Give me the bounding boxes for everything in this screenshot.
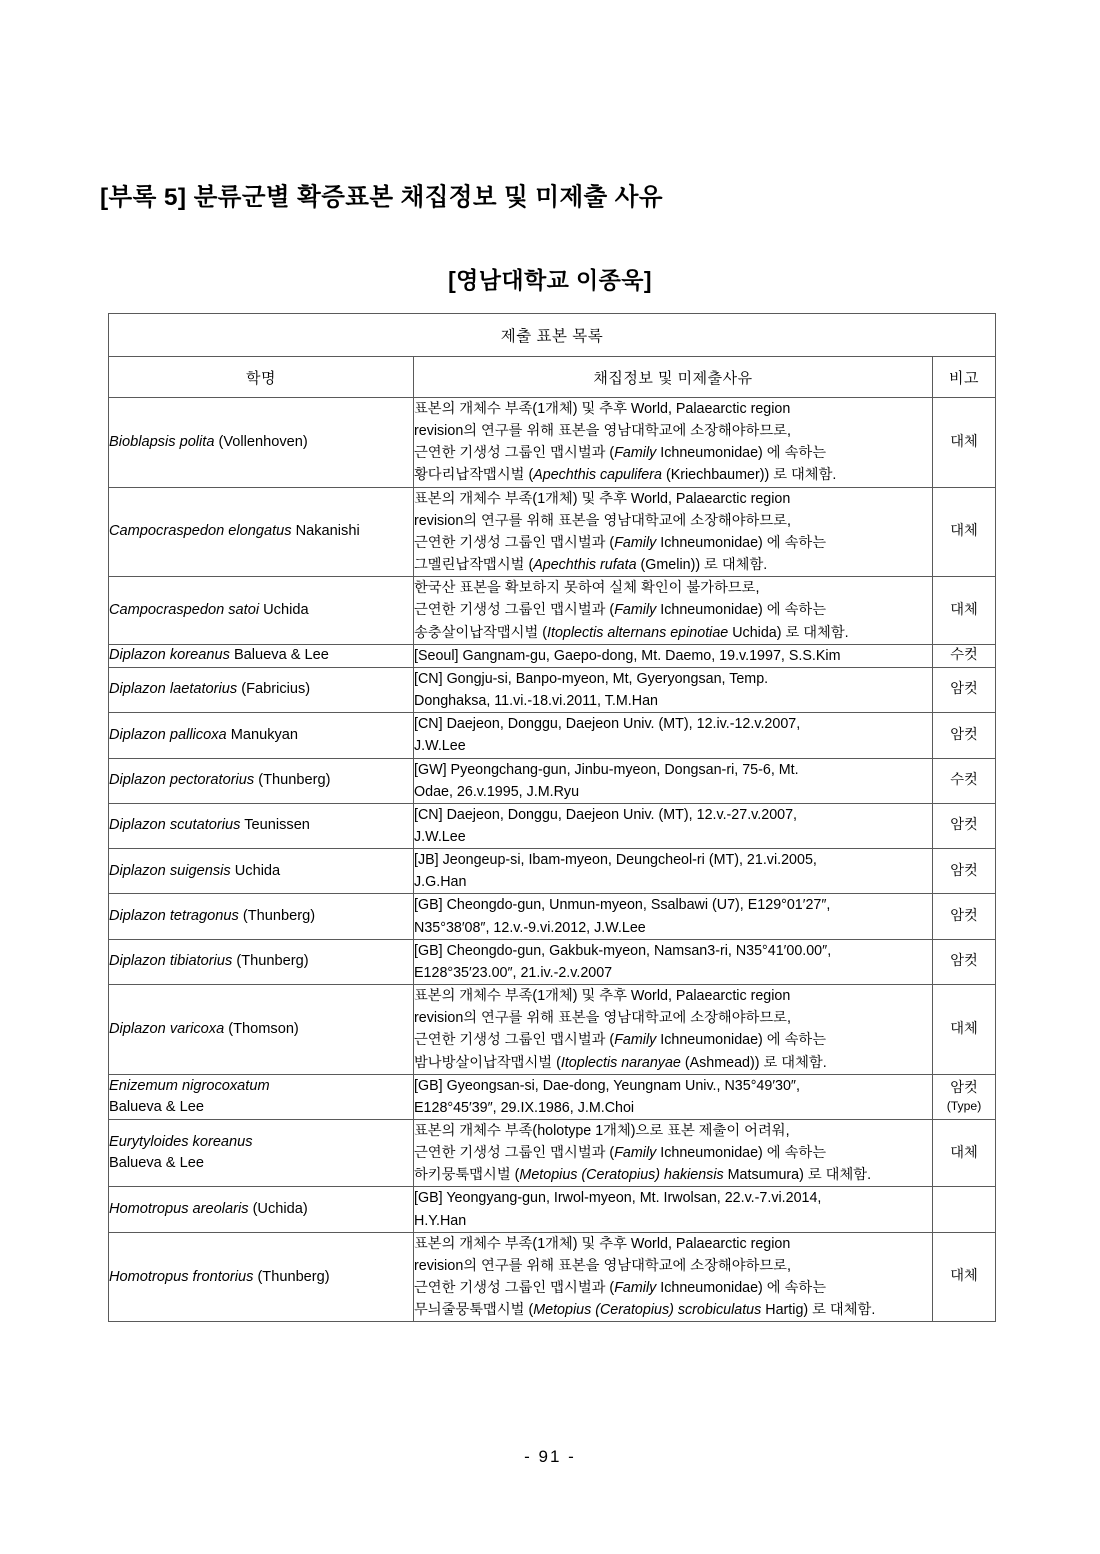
remark-value: 대체: [950, 1020, 978, 1037]
cell-scientific-name: [109, 487, 414, 577]
species-authority: (Uchida): [248, 1201, 308, 1218]
remark-value: 암컷: [950, 907, 978, 924]
remark-value: 암컷: [950, 817, 978, 834]
cell-scientific-name: [109, 1120, 414, 1187]
cell-scientific-name: [109, 1232, 414, 1322]
collection-info-line: 표본의 개체수 부족(1개체) 및 추후 World, Palaearctic region: [414, 1235, 791, 1252]
cell-remark: [933, 1074, 996, 1119]
remark-subvalue: (Type): [946, 1099, 982, 1114]
table-header: [109, 314, 996, 398]
cell-scientific-name: [109, 985, 414, 1075]
page-number: - 91 -: [524, 1447, 576, 1466]
cell-remark: [933, 849, 996, 894]
table-row: [109, 939, 996, 984]
table-row: [109, 398, 996, 488]
species-name-italic: Homotropus areolaris: [109, 1201, 249, 1218]
collection-info-line: 밤나방살이납작맵시벌 (Itoplectis naranyae (Ashmead)) 로 대체함.: [414, 1054, 827, 1071]
table-row: [109, 644, 996, 667]
cell-scientific-name: [109, 1187, 414, 1232]
collection-info-line: 표본의 개체수 부족(holotype 1개체)으로 표본 제출이 어려워,: [414, 1123, 790, 1139]
cell-scientific-name: [109, 939, 414, 984]
species-authority: (Vollenhoven): [214, 433, 308, 450]
table-row: [109, 985, 996, 1075]
table-row: [109, 849, 996, 894]
cell-remark: [933, 1187, 996, 1232]
species-authority: (Thunberg): [254, 772, 331, 789]
remark-value: 대체: [950, 1268, 978, 1285]
species-name-italic: Homotropus frontorius: [109, 1268, 254, 1285]
species-authority-line2: Balueva & Lee: [109, 1098, 204, 1115]
cell-remark: [933, 644, 996, 667]
collection-info-line: J.W.Lee: [414, 738, 466, 755]
collection-info-line: [GB] Gyeongsan-si, Dae-dong, Yeungnam Univ., N35°49′30″,: [414, 1077, 800, 1094]
cell-scientific-name: [109, 667, 414, 712]
collection-info-line: J.W.Lee: [414, 828, 466, 845]
remark-value: 암컷: [950, 1079, 978, 1096]
collection-info-line: Donghaksa, 11.vi.-18.vi.2011, T.M.Han: [414, 693, 658, 710]
species-authority: Nakanishi: [291, 523, 360, 540]
species-authority: (Thomson): [224, 1020, 299, 1037]
collection-info-line: 표본의 개체수 부족(1개체) 및 추후 World, Palaearctic region: [414, 490, 791, 507]
collection-info-line: J.G.Han: [414, 874, 467, 891]
species-authority-line2: Balueva & Lee: [109, 1155, 204, 1172]
species-authority: (Thunberg): [238, 908, 316, 925]
cell-collection-info: [414, 1187, 933, 1232]
cell-collection-info: [414, 577, 933, 644]
table-row: [109, 1120, 996, 1187]
cell-remark: [933, 939, 996, 984]
collection-info-line: 근연한 기생성 그룹인 맵시벌과 (Family Ichneumonidae) 에 속하는: [414, 1280, 827, 1297]
collection-info-line: revision의 연구를 위해 표본을 영남대학교에 소장해야하므로,: [414, 423, 791, 440]
species-name-italic: Enizemum nigrocoxatum: [109, 1077, 270, 1094]
cell-collection-info: [414, 985, 933, 1075]
species-name-italic: Diplazon suigensis: [109, 862, 231, 879]
table-column-header-row: [109, 357, 996, 398]
collection-info-line: revision의 연구를 위해 표본을 영남대학교에 소장해야하므로,: [414, 1010, 791, 1027]
cell-collection-info: [414, 1232, 933, 1322]
table-row: [109, 487, 996, 577]
collection-info-line: E128°45′39″, 29.IX.1986, J.M.Choi: [414, 1099, 635, 1116]
collection-info-line: 근연한 기생성 그룹인 맵시벌과 (Family Ichneumonidae) 에 속하는: [414, 445, 827, 462]
collection-info-line: N35°38′08″, 12.v.-9.vi.2012, J.W.Lee: [414, 919, 646, 936]
cell-scientific-name: [109, 758, 414, 803]
cell-scientific-name: [109, 577, 414, 644]
collection-info-line: [CN] Gongju-si, Banpo-myeon, Mt, Gyeryongsan, Temp.: [414, 670, 769, 687]
remark-value: 대체: [950, 523, 978, 540]
cell-scientific-name: [109, 398, 414, 488]
species-authority: (Thunberg): [232, 953, 309, 970]
collection-info-line: [Seoul] Gangnam-gu, Gaepo-dong, Mt. Daemo, 19.v.1997, S.S.Kim: [414, 647, 841, 664]
collection-info-line: 표본의 개체수 부족(1개체) 및 추후 World, Palaearctic region: [414, 988, 791, 1005]
document-subtitle: [영남대학교 이종욱]: [448, 267, 652, 293]
column-header-name: 학명: [109, 357, 414, 398]
cell-remark: [933, 1120, 996, 1187]
table-row: [109, 803, 996, 848]
remark-value: 암컷: [950, 726, 978, 743]
cell-collection-info: [414, 667, 933, 712]
species-name-italic: Diplazon tetragonus: [109, 908, 239, 925]
species-name-italic: Diplazon scutatorius: [109, 817, 241, 834]
table-row: [109, 577, 996, 644]
collection-info-line: 한국산 표본을 확보하지 못하여 실체 확인이 불가하므로,: [414, 580, 760, 597]
species-authority: Uchida: [230, 862, 281, 879]
cell-scientific-name: [109, 803, 414, 848]
collection-info-line: 송충살이납작맵시벌 (Itoplectis alternans epinotiae Uchida) 로 대체함.: [414, 624, 849, 641]
collection-info-line: H.Y.Han: [414, 1212, 467, 1229]
collection-info-line: 황다리납작맵시벌 (Apechthis capulifera (Kriechbaumer)) 로 대체함.: [414, 467, 837, 484]
cell-scientific-name: [109, 713, 414, 758]
cell-collection-info: [414, 487, 933, 577]
table-row: [109, 758, 996, 803]
cell-collection-info: [414, 713, 933, 758]
table-row: [109, 667, 996, 712]
cell-remark: [933, 1232, 996, 1322]
cell-scientific-name: [109, 1074, 414, 1119]
table-body: [109, 398, 996, 1322]
species-name-italic: Eurytyloides koreanus: [109, 1134, 253, 1151]
collection-info-line: [GB] Cheongdo-gun, Gakbuk-myeon, Namsan3-ri, N35°41′00.00″,: [414, 942, 832, 959]
cell-collection-info: [414, 398, 933, 488]
species-name-italic: Diplazon tibiatorius: [109, 953, 233, 970]
species-name-italic: Diplazon pallicoxa: [109, 726, 227, 743]
table-row: [109, 1232, 996, 1322]
cell-collection-info: [414, 1074, 933, 1119]
cell-remark: [933, 667, 996, 712]
collection-info-line: [JB] Jeongeup-si, Ibam-myeon, Deungcheol-ri (MT), 21.vi.2005,: [414, 852, 817, 869]
cell-scientific-name: [109, 644, 414, 667]
cell-remark: [933, 398, 996, 488]
species-name-italic: Diplazon varicoxa: [109, 1020, 225, 1037]
cell-scientific-name: [109, 894, 414, 939]
cell-collection-info: [414, 894, 933, 939]
table-caption: 제출 표본 목록: [109, 314, 996, 357]
page-title: [부록 5] 분류군별 확증표본 채집정보 및 미제출 사유: [100, 184, 663, 211]
specimen-table-container: [108, 313, 995, 1322]
cell-scientific-name: [109, 849, 414, 894]
cell-remark: [933, 577, 996, 644]
remark-value: 대체: [950, 1144, 978, 1161]
collection-info-line: 표본의 개체수 부족(1개체) 및 추후 World, Palaearctic region: [414, 401, 791, 417]
remark-value: 수컷: [950, 772, 978, 788]
cell-remark: [933, 758, 996, 803]
table-row: [109, 1074, 996, 1119]
column-header-remark: 비고: [933, 357, 996, 398]
species-name-italic: Diplazon pectoratorius: [109, 772, 255, 789]
collection-info-line: [CN] Daejeon, Donggu, Daejeon Univ. (MT), 12.iv.-12.v.2007,: [414, 716, 801, 733]
cell-remark: [933, 894, 996, 939]
cell-collection-info: [414, 939, 933, 984]
cell-collection-info: [414, 644, 933, 667]
collection-info-line: revision의 연구를 위해 표본을 영남대학교에 소장해야하므로,: [414, 512, 791, 529]
table-caption-row: [109, 314, 996, 357]
species-name-italic: Campocraspedon elongatus: [109, 523, 292, 540]
species-authority: Manukyan: [226, 726, 299, 743]
collection-info-line: [GW] Pyeongchang-gun, Jinbu-myeon, Dongsan-ri, 75-6, Mt.: [414, 761, 799, 778]
collection-info-line: 근연한 기생성 그룹인 맵시벌과 (Family Ichneumonidae) 에 속하는: [414, 602, 827, 619]
collection-info-line: [CN] Daejeon, Donggu, Daejeon Univ. (MT), 12.v.-27.v.2007,: [414, 806, 798, 823]
collection-info-line: 근연한 기생성 그룹인 맵시벌과 (Family Ichneumonidae) 에 속하는: [414, 534, 827, 551]
remark-value: 대체: [950, 601, 978, 618]
collection-info-line: [GB] Cheongdo-gun, Unmun-myeon, Ssalbawi (U7), E129°01′27″,: [414, 897, 831, 914]
cell-collection-info: [414, 1120, 933, 1187]
collection-info-line: E128°35′23.00″, 21.iv.-2.v.2007: [414, 964, 613, 981]
table-row: [109, 894, 996, 939]
remark-value: 암컷: [950, 862, 978, 879]
collection-info-line: 그멜린납작맵시벌 (Apechthis rufata (Gmelin)) 로 대체함.: [414, 557, 768, 574]
table-row: [109, 713, 996, 758]
cell-collection-info: [414, 758, 933, 803]
remark-value: 암컷: [950, 681, 978, 698]
cell-remark: [933, 487, 996, 577]
species-name-italic: Campocraspedon satoi: [109, 601, 260, 618]
collection-info-line: Odae, 26.v.1995, J.M.Ryu: [414, 783, 580, 800]
cell-remark: [933, 803, 996, 848]
species-authority: (Thunberg): [253, 1268, 330, 1285]
collection-info-line: 근연한 기생성 그룹인 맵시벌과 (Family Ichneumonidae) 에 속하는: [414, 1145, 827, 1162]
collection-info-line: revision의 연구를 위해 표본을 영남대학교에 소장해야하므로,: [414, 1257, 791, 1274]
cell-collection-info: [414, 849, 933, 894]
collection-info-line: 근연한 기생성 그룹인 맵시벌과 (Family Ichneumonidae) 에 속하는: [414, 1032, 827, 1049]
specimen-table: [108, 313, 996, 1322]
remark-value: 대체: [950, 433, 978, 450]
collection-info-line: 무늬줄뭉툭맵시벌 (Metopius (Ceratopius) scrobiculatus Hartig) 로 대체함.: [414, 1302, 876, 1319]
cell-remark: [933, 713, 996, 758]
cell-collection-info: [414, 803, 933, 848]
collection-info-line: [GB] Yeongyang-gun, Irwol-myeon, Mt. Irwolsan, 22.v.-7.vi.2014,: [414, 1190, 822, 1207]
column-header-info: 채집정보 및 미제출사유: [414, 357, 933, 398]
species-authority: (Fabricius): [237, 681, 311, 698]
species-authority: Balueva & Lee: [229, 647, 329, 664]
species-name-italic: Bioblapsis polita: [109, 433, 215, 450]
species-name-italic: Diplazon koreanus: [109, 647, 230, 664]
species-name-italic: Diplazon laetatorius: [109, 681, 238, 698]
cell-remark: [933, 985, 996, 1075]
species-authority: Uchida: [259, 601, 309, 618]
remark-value: 수컷: [950, 647, 978, 664]
species-authority: Teunissen: [240, 817, 310, 834]
remark-value: 암컷: [950, 953, 978, 970]
collection-info-line: 하키뭉툭맵시벌 (Metopius (Ceratopius) hakiensis Matsumura) 로 대체함.: [414, 1167, 872, 1184]
table-row: [109, 1187, 996, 1232]
